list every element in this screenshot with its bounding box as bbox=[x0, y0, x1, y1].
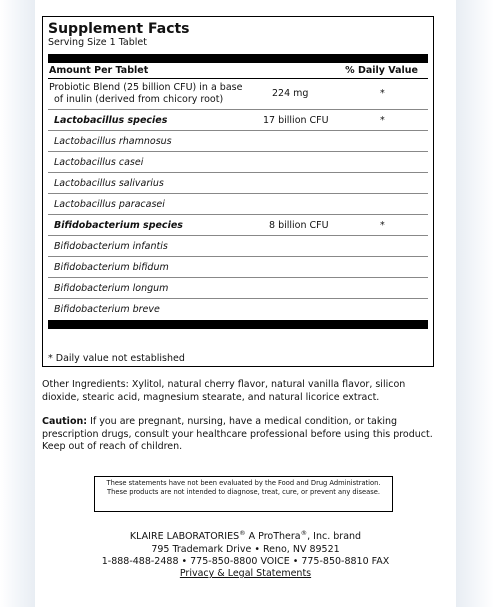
right-page-gutter bbox=[456, 0, 494, 607]
privacy-legal-link[interactable]: Privacy & Legal Statements bbox=[179, 568, 312, 579]
caution-paragraph bbox=[42, 416, 437, 454]
facts-row-strain bbox=[48, 152, 428, 173]
facts-row-probiotic-blend bbox=[48, 79, 428, 110]
company-name: KLAIRE LABORATORIES bbox=[129, 531, 240, 542]
facts-row-strain bbox=[48, 131, 428, 152]
fda-disclaimer-box: These statements have not been evaluated by the Food and Drug Administration. These products are not intended to diagnose, treat, cure, or prevent any disease. bbox=[94, 476, 393, 512]
privacy-line bbox=[35, 568, 456, 581]
facts-row-strain bbox=[48, 173, 428, 194]
strain-name: Bifidobacterium bifidum bbox=[54, 262, 169, 273]
company-address: 795 Trademark Drive • Reno, NV 89521 bbox=[151, 544, 340, 555]
daily-value-footnote: * Daily value not established bbox=[48, 353, 185, 364]
strain-name: Lactobacillus paracasei bbox=[54, 199, 165, 210]
facts-title: Supplement Facts bbox=[48, 21, 190, 37]
company-phones: 1-888-488-2488 • 775-850-8800 VOICE • 775-850-8810 FAX bbox=[101, 556, 390, 567]
strain-name: Lactobacillus casei bbox=[54, 157, 144, 168]
facts-row-strain bbox=[48, 236, 428, 257]
facts-header-row bbox=[48, 63, 428, 79]
ingredient-daily-value: * bbox=[380, 115, 385, 126]
supplement-facts-panel bbox=[42, 16, 434, 367]
strain-name: Bifidobacterium longum bbox=[54, 283, 169, 294]
facts-divider-bar bbox=[48, 54, 428, 63]
ingredient-name: Probiotic Blend (25 billion CFU) in a base of inulin (derived from chicory root) bbox=[49, 82, 243, 105]
serving-size: Serving Size 1 Tablet bbox=[48, 37, 147, 48]
strain-name: Lactobacillus rhamnosus bbox=[54, 136, 172, 147]
product-info-panel bbox=[35, 0, 456, 607]
facts-row-strain bbox=[48, 194, 428, 215]
facts-row-lactobacillus bbox=[48, 110, 428, 131]
facts-row-strain bbox=[48, 278, 428, 299]
ingredient-amount: 8 billion CFU bbox=[269, 220, 329, 231]
strain-name: Bifidobacterium breve bbox=[54, 304, 160, 315]
ingredient-daily-value: * bbox=[380, 88, 385, 99]
facts-divider-bar bbox=[48, 320, 428, 329]
facts-row-strain bbox=[48, 299, 428, 319]
daily-value-header: % Daily Value bbox=[345, 65, 418, 76]
ingredient-amount: 17 billion CFU bbox=[263, 115, 329, 126]
ingredient-name: Lactobacillus species bbox=[54, 115, 168, 126]
strain-name: Bifidobacterium infantis bbox=[54, 241, 168, 252]
caution-text: If you are pregnant, nursing, have a medical condition, or taking prescription drugs, consult your healthcare professional before using this product. Keep out of reach of children. bbox=[42, 416, 433, 452]
ingredient-name: Bifidobacterium species bbox=[54, 220, 183, 231]
company-line: KLAIRE LABORATORIES® A ProThera®, Inc. brand bbox=[129, 528, 362, 542]
facts-row-bifidobacterium bbox=[48, 215, 428, 236]
strain-name: Lactobacillus salivarius bbox=[54, 178, 164, 189]
ingredient-daily-value: * bbox=[380, 220, 385, 231]
left-page-gutter bbox=[0, 0, 35, 607]
facts-row-strain bbox=[48, 257, 428, 278]
other-ingredients: Other Ingredients: Xylitol, natural cherry flavor, natural vanilla flavor, silicon dioxide, stearic acid, magnesium stearate, and natural licorice extract. bbox=[42, 379, 406, 403]
amount-per-tablet-header: Amount Per Tablet bbox=[49, 65, 149, 76]
ingredient-amount: 224 mg bbox=[272, 88, 309, 99]
caution-label: Caution: bbox=[42, 416, 88, 427]
